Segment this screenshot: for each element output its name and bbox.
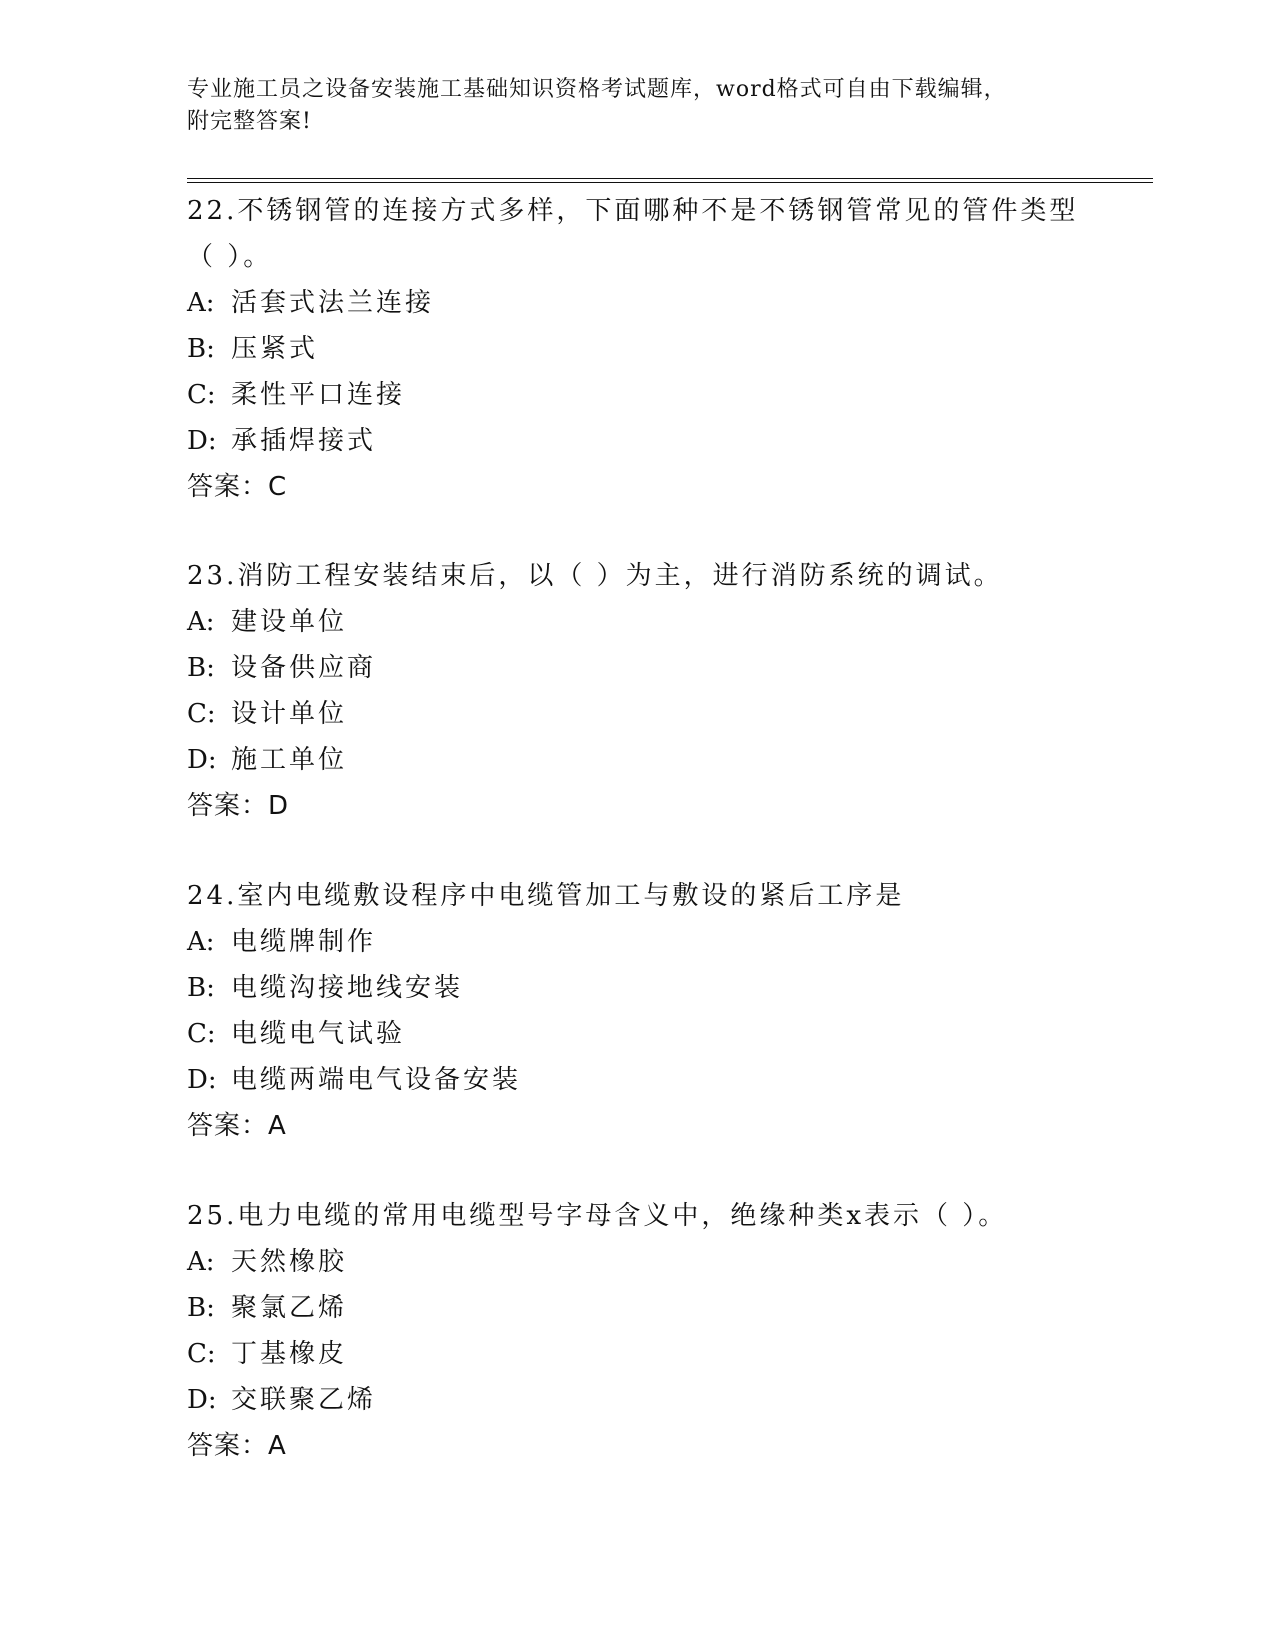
option-d (187, 737, 1087, 783)
answer-line: 答案：C (187, 472, 288, 502)
option-text: 活套式法兰连接 (231, 288, 435, 318)
option-text: 电缆沟接地线安装 (231, 973, 464, 1003)
question-stem-continued: （ ）。 (187, 242, 273, 272)
option-b (187, 326, 1087, 372)
header-line-1: 专业施工员之设备安装施工基础知识资格考试题库，word格式可自由下载编辑， (187, 77, 1007, 102)
option-letter: C: (187, 1019, 216, 1049)
option-a (187, 599, 1087, 645)
option-text: 施工单位 (231, 745, 348, 775)
option-letter: D: (187, 1385, 217, 1415)
option-letter: D: (187, 426, 217, 456)
question-24 (187, 873, 1087, 1149)
question-stem: 24.室内电缆敷设程序中电缆管加工与敷设的紧后工序是 (187, 881, 905, 911)
option-letter: B: (187, 1293, 215, 1323)
question-25 (187, 1193, 1087, 1469)
option-c (187, 372, 1087, 418)
option-a (187, 1239, 1087, 1285)
option-d (187, 1377, 1087, 1423)
option-letter: C: (187, 1339, 216, 1369)
option-letter: D: (187, 1065, 217, 1095)
option-letter: A: (187, 607, 215, 637)
answer-line: 答案：D (187, 791, 290, 821)
answer-line: 答案：A (187, 1431, 287, 1461)
option-text: 压紧式 (231, 334, 319, 364)
question-stem: 25.电力电缆的常用电缆型号字母含义中，绝缘种类x表示（ ）。 (187, 1201, 1008, 1231)
option-letter: C: (187, 699, 216, 729)
document-header (187, 74, 1107, 138)
header-divider-top (187, 178, 1153, 179)
option-letter: D: (187, 745, 217, 775)
option-d (187, 418, 1087, 464)
option-text: 设备供应商 (231, 653, 377, 683)
option-letter: A: (187, 1247, 215, 1277)
option-a (187, 919, 1087, 965)
option-a (187, 280, 1087, 326)
option-c (187, 1011, 1087, 1057)
option-letter: B: (187, 334, 215, 364)
option-text: 交联聚乙烯 (231, 1385, 377, 1415)
option-text: 设计单位 (231, 699, 348, 729)
option-text: 电缆电气试验 (231, 1019, 406, 1049)
option-text: 建设单位 (231, 607, 348, 637)
option-b (187, 1285, 1087, 1331)
option-c (187, 691, 1087, 737)
option-b (187, 965, 1087, 1011)
option-text: 丁基橡皮 (231, 1339, 348, 1369)
option-text: 电缆牌制作 (231, 927, 377, 957)
option-text: 承插焊接式 (231, 426, 377, 456)
answer-line: 答案：A (187, 1111, 287, 1141)
option-text: 聚氯乙烯 (231, 1293, 348, 1323)
question-22 (187, 188, 1087, 510)
option-b (187, 645, 1087, 691)
option-letter: B: (187, 653, 215, 683)
header-line-2: 附完整答案! (187, 109, 312, 134)
option-letter: B: (187, 973, 215, 1003)
question-23 (187, 553, 1087, 829)
option-letter: C: (187, 380, 216, 410)
option-text: 电缆两端电气设备安装 (231, 1065, 522, 1095)
option-letter: A: (187, 288, 215, 318)
option-letter: A: (187, 927, 215, 957)
option-text: 柔性平口连接 (231, 380, 406, 410)
header-divider-bottom (187, 182, 1153, 183)
question-stem: 23.消防工程安装结束后，以（ ）为主，进行消防系统的调试。 (187, 561, 1003, 591)
option-d (187, 1057, 1087, 1103)
question-stem: 22.不锈钢管的连接方式多样，下面哪种不是不锈钢管常见的管件类型 (187, 196, 1079, 226)
option-text: 天然橡胶 (231, 1247, 348, 1277)
option-c (187, 1331, 1087, 1377)
